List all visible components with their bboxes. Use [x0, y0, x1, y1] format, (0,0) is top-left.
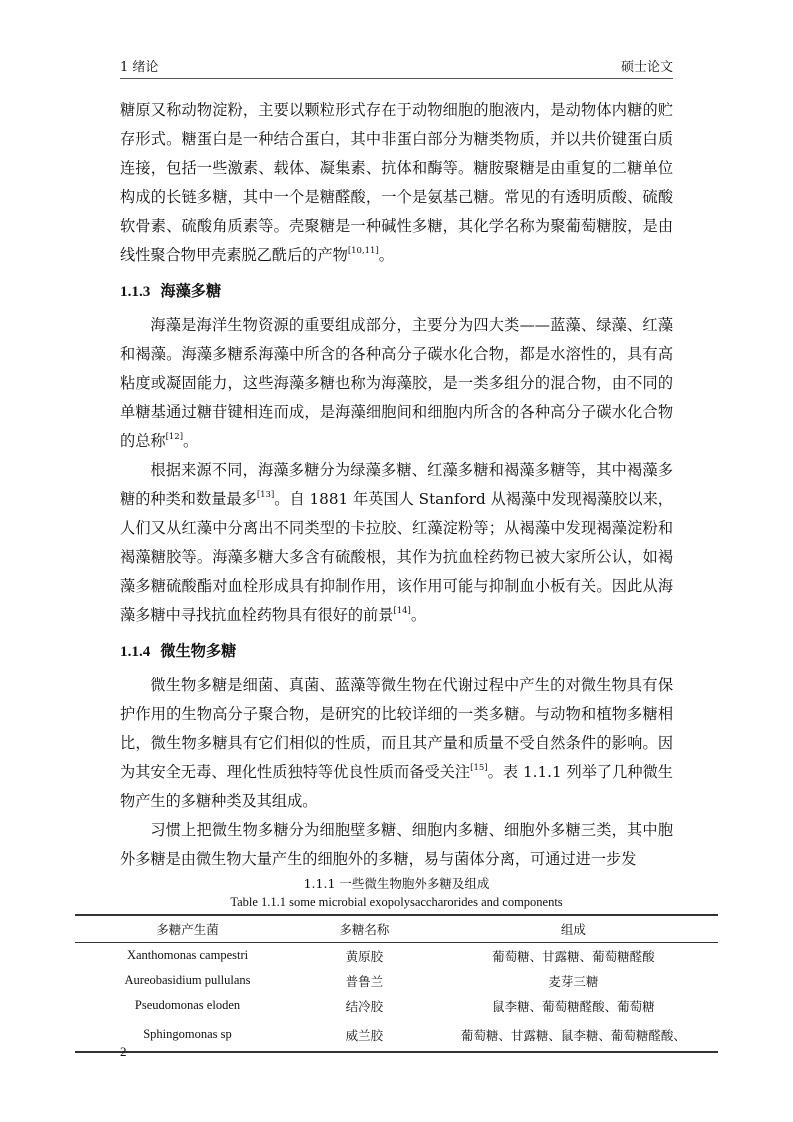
citation: [15]: [470, 763, 488, 773]
paragraph-glycogen: 糖原又称动物淀粉，主要以颗粒形式存在于动物细胞的胞液内，是动物体内糖的贮存形式。糖蛋白是一种结合蛋白，其中非蛋白部分为糖类物质，并以共价键蛋白质连接，包括一些激素、载体、凝集素、抗体和酶等。糖胺聚糖是由重复的二糖单位构成的长链多糖，其中一个是糖醛酸，一个是氨基己糖。常见的有透明质酸、硫酸软骨素、硫酸角质素等。壳聚糖是一种碱性多糖，其化学名称为聚葡萄糖胺，是由线性聚合物甲壳素脱乙酰后的产物[10,11]。: [120, 101, 673, 264]
citation: [10,11]: [347, 246, 379, 256]
page-number: 2: [120, 1044, 127, 1059]
cell-name: 黄原胶: [345, 948, 384, 964]
paragraph-seaweed-sources: 根据来源不同，海藻多糖分为绿藻多糖、红藻多糖和褐藻多糖等，其中褐藻多糖的种类和数量最多[13]。自 1881 年英国人 Stanford 从褐藻中发现褐藻胶以来，人们又从红藻中分离出不同类型的卡拉胶、红藻淀粉等；从褐藻中发现褐藻淀粉和褐藻糖胶等。海藻多糖大多含有硫酸根，其作为抗血栓药物已被大家所公认，如褐藻多糖硫酸酯对血栓形成具有抑制作用，该作用可能与抑制血小板有关。因此从海藻多糖中寻找抗血栓药物具有很好的前景[14]。: [120, 461, 673, 624]
header-chapter: 1 绪论: [120, 60, 159, 75]
cell-producer: Pseudomonas eloden: [134, 998, 241, 1012]
section-heading-1-1-4: 1.1.4 微生物多糖: [120, 643, 237, 660]
column-header-name: 多糖名称: [339, 922, 390, 937]
table-row: [75, 968, 718, 993]
paragraph-seaweed-intro: 海藻是海洋生物资源的重要组成部分，主要分为四大类——蓝藻、绿藻、红藻和褐藻。海藻多糖系海藻中所含的各种高分子碳水化合物，都是水溶性的，具有高粘度或凝固能力，这些海藻多糖也称为海藻胶，是一类多组分的混合物，由不同的单糖基通过糖苷键相连而成，是海藻细胞间和细胞内所含的各种高分子碳水化合物的总称[12]。: [120, 316, 673, 450]
exopolysaccharide-table: [75, 914, 718, 1053]
column-header-components: 组成: [560, 922, 586, 937]
cell-producer: Aureobasidium pullulans: [124, 973, 251, 987]
cell-components: 鼠李糖、葡萄糖醛酸、葡萄糖: [492, 998, 655, 1014]
citation: [12]: [165, 432, 184, 442]
header-thesis-type: 硕士论文: [620, 60, 673, 75]
cell-name: 威兰胶: [345, 1027, 384, 1043]
table-row: [75, 1018, 718, 1052]
section-heading-1-1-3: 1.1.3 海藻多糖: [120, 283, 222, 300]
cell-producer: Xanthomonas campestri: [126, 948, 249, 962]
table-header-row: [75, 915, 718, 943]
paragraph-microbial-intro: 微生物多糖是细菌、真菌、蓝藻等微生物在代谢过程中产生的对微生物具有保护作用的生物高分子聚合物，是研究的比较详细的一类多糖。与动物和植物多糖相比，微生物多糖具有它们相似的性质，而且其产量和质量不受自然条件的影响。因为其安全无毒、理化性质独特等优良性质而备受关注[15]。表 1.1.1 列举了几种微生物产生的多糖种类及其组成。: [120, 676, 673, 810]
cell-components: 葡萄糖、甘露糖、鼠李糖、葡萄糖醛酸、: [460, 1027, 686, 1043]
paragraph-microbial-classes: 习惯上把微生物多糖分为细胞壁多糖、细胞内多糖、细胞外多糖三类，其中胞外多糖是由微生物大量产生的细胞外的多糖，易与菌体分离，可通过进一步发: [120, 821, 673, 868]
column-header-producer: 多糖产生菌: [156, 922, 219, 937]
table-caption-en: Table 1.1.1 some microbial exopolysaccharorides and components: [230, 895, 563, 909]
table-row: [75, 993, 718, 1018]
citation: [13]: [256, 490, 275, 500]
citation: [14]: [393, 606, 411, 616]
table-caption-cn: 1.1.1 一些微生物胞外多糖及组成: [303, 876, 490, 891]
cell-name: 结冷胶: [345, 998, 384, 1014]
page-body: [120, 96, 686, 1053]
page-header: [120, 52, 673, 79]
table-row: [75, 943, 718, 969]
cell-components: 葡萄糖、甘露糖、葡萄糖醛酸: [492, 948, 655, 964]
cell-name: 普鲁兰: [345, 973, 384, 989]
cell-components: 麦芽三糖: [548, 973, 599, 989]
cell-producer: Sphingomonas sp: [143, 1027, 232, 1041]
